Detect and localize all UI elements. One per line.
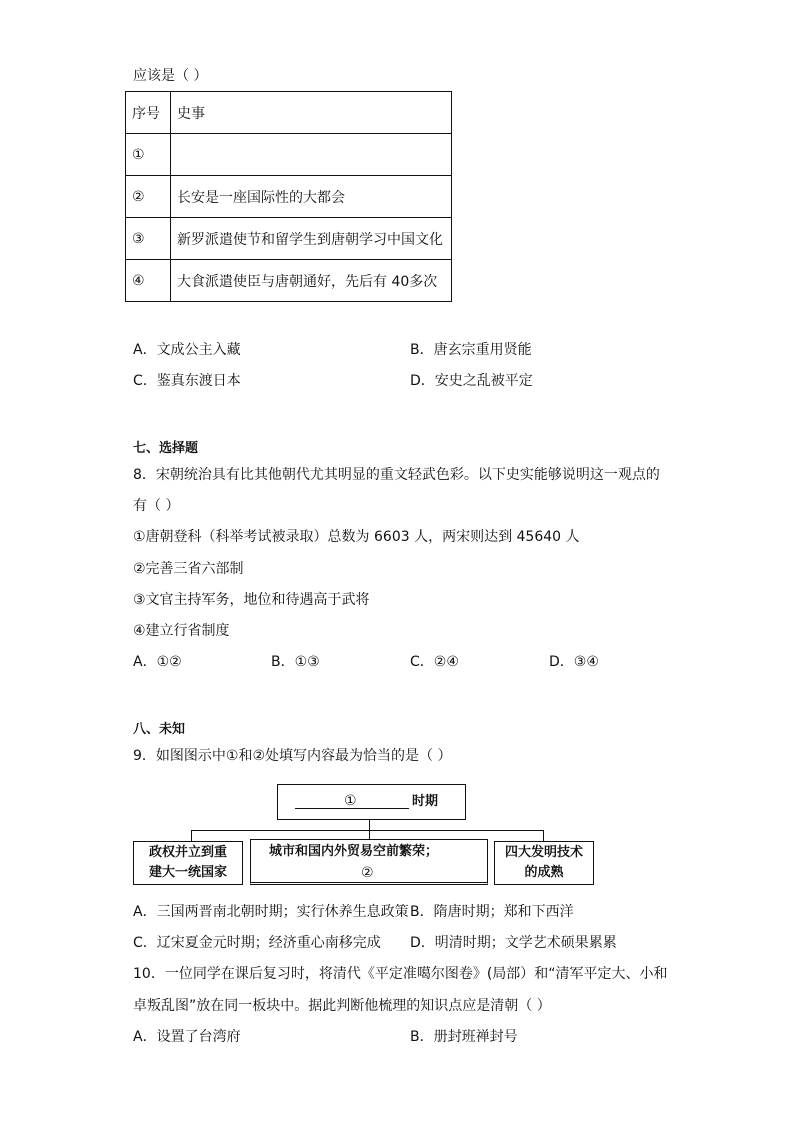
diagram-mark-2: ② [361, 865, 374, 881]
diagram-top-box [277, 784, 466, 820]
q8-item-2: ②完善三省六部制 [133, 561, 244, 577]
q8-stem-line1: 8．宋朝统治具有比其他朝代尤其明显的重文轻武色彩。以下史实能够说明这一观点的 [133, 467, 660, 483]
q7-stem-tail: 应该是（ ） [133, 68, 208, 84]
diagram-left-line1: 政权并立到重 [148, 845, 227, 860]
q8-item-4: ④建立行省制度 [133, 623, 230, 639]
diagram-left-box [133, 841, 243, 885]
diagram-right-line1: 四大发明技术 [504, 845, 583, 860]
section-title-7: 七、选择题 [133, 441, 199, 456]
q8-option-d: D．③④ [549, 654, 599, 670]
q8-item-1: ①唐朝登科（科举考试被录取）总数为 6603 人，两宋则达到 45640 人 [133, 529, 580, 545]
diagram-mid-box [250, 839, 488, 885]
diagram-right-line2: 的成熟 [524, 865, 564, 880]
table-row [126, 218, 452, 260]
table-cell-num: ① [126, 134, 171, 176]
diagram-top-suffix: 时期 [412, 794, 439, 809]
table-cell-num: ③ [126, 218, 171, 260]
table-header-event: 史事 [171, 92, 452, 134]
q9-option-a: A．三国两晋南北朝时期；实行休养生息政策 [133, 904, 409, 920]
diagram-left-line2: 建大一统国家 [148, 865, 227, 880]
q7-table [125, 91, 452, 302]
table-row [126, 92, 452, 134]
q8-option-a: A．①② [133, 654, 182, 670]
table-row [126, 176, 452, 218]
connector [543, 830, 544, 841]
table-cell-event: 大食派遣使臣与唐朝通好，先后有 40多次 [171, 260, 452, 302]
table-cell-event: 长安是一座国际性的大都会 [171, 176, 452, 218]
table-row [126, 260, 452, 302]
diagram-right-box [494, 841, 594, 885]
table-header-num: 序号 [126, 92, 171, 134]
q7-option-d: D．安史之乱被平定 [410, 373, 533, 389]
q9-option-c: C．辽宋夏金元时期；经济重心南移完成 [133, 935, 381, 951]
q10-stem-line2: 卓叛乱图”放在同一板块中。据此判断他梳理的知识点应是清朝（ ） [133, 998, 551, 1014]
table-row [126, 134, 452, 176]
q8-stem-line2: 有（ ） [133, 498, 180, 514]
connector [369, 830, 370, 839]
q9-stem: 9．如图图示中①和②处填写内容最为恰当的是（ ） [133, 748, 452, 764]
q10-option-b: B．册封班禅封号 [410, 1029, 518, 1045]
q7-option-b: B．唐玄宗重用贤能 [410, 342, 532, 358]
q9-option-b: B．隋唐时期；郑和下西洋 [410, 904, 574, 920]
connector [191, 830, 544, 831]
q9-option-d: D．明清时期；文学艺术硕果累累 [410, 935, 617, 951]
q10-option-a: A．设置了台湾府 [133, 1029, 241, 1045]
connector [369, 820, 370, 830]
q7-option-a: A．文成公主入藏 [133, 342, 241, 358]
table-cell-event [171, 134, 452, 176]
q8-option-b: B．①③ [271, 654, 320, 670]
connector [191, 830, 192, 841]
section-title-8: 八、未知 [133, 722, 186, 737]
table-cell-num: ② [126, 176, 171, 218]
q7-option-c: C．鉴真东渡日本 [133, 373, 241, 389]
diagram-mid-line1: 城市和国内外贸易空前繁荣； [269, 844, 439, 859]
diagram-mark-1: ① [344, 793, 357, 809]
q8-option-c: C．②④ [410, 654, 459, 670]
q8-item-3: ③文官主持军务，地位和待遇高于武将 [133, 592, 370, 608]
table-cell-num: ④ [126, 260, 171, 302]
q10-stem-line1: 10．一位同学在课后复习时，将清代《平定准噶尔图卷》(局部）和“清军平定大、小和 [133, 966, 668, 982]
table-cell-event: 新罗派遣使节和留学生到唐朝学习中国文化 [171, 218, 452, 260]
